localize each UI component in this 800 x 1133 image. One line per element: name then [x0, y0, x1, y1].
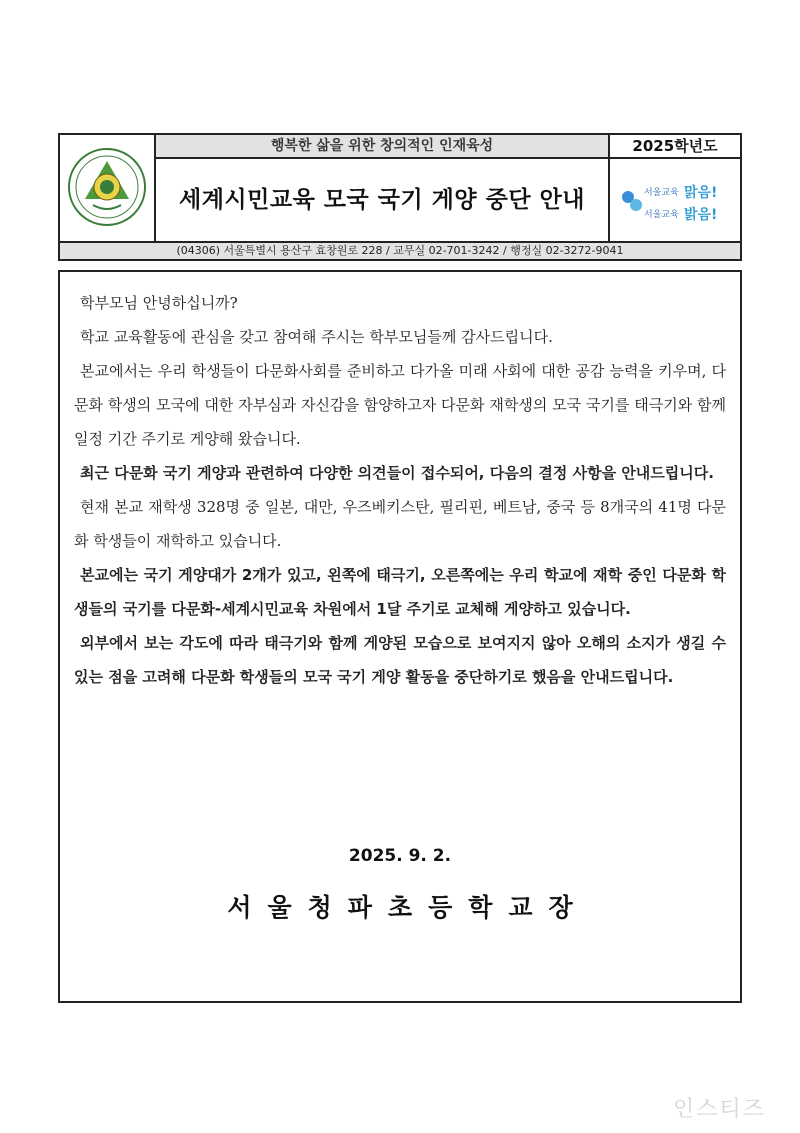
document-date: 2025. 9. 2.: [348, 846, 452, 866]
watermark: 인스티즈: [672, 1097, 766, 1122]
school-slogan: 행복한 삶을 위한 창의적인 인재육성: [156, 135, 608, 159]
logo-cell: [60, 135, 156, 241]
notice-paragraph: 최근 다문화 국기 게양과 관련하여 다양한 의견들이 접수되어, 다음의 결정 사항을 안내드립니다.: [80, 464, 714, 482]
letter-body: [58, 270, 742, 1003]
brand-text-4: 밝음!: [684, 207, 718, 223]
brand-text-1: 서울교육: [644, 188, 679, 198]
brand-cell: [608, 159, 740, 241]
letterhead: [58, 133, 742, 261]
letter-content: [74, 286, 726, 694]
brand-text-3: 서울교육: [644, 210, 679, 220]
principal-signature: 서울청파초등학교장: [227, 893, 589, 922]
background-paragraph: 본교에서는 우리 학생들이 다문화사회를 준비하고 다가올 미래 사회에 대한 공감 능력을 키우며, 다문화 학생의 모국에 대한 자부심과 자신감을 함양하고자 다문화 재학생의 모국 국기를 태극기와 함께 일정 기간 주기로 게양해 왔습니다.: [74, 362, 726, 448]
flagpole-paragraph: 본교에는 국기 게양대가 2개가 있고, 왼쪽에 태극기, 오른쪽에는 우리 학교에 재학 중인 다문화 학생들의 국기를 다문화-세계시민교육 차원에서 1달 주기로 교체해 게양하고 있습니다.: [74, 566, 726, 618]
decision-paragraph: 외부에서 보는 각도에 따라 태극기와 함께 게양된 모습으로 보여지지 않아 오해의 소지가 생길 수 있는 점을 고려해 다문화 학생들의 모국 국기 게양 활동을 중단하기로 했음을 안내드립니다.: [74, 634, 726, 686]
document-title: 세계시민교육 모국 국기 게양 중단 안내: [178, 187, 586, 213]
school-year: 2025학년도: [608, 135, 740, 159]
school-emblem-icon: [67, 147, 147, 227]
thanks-paragraph: 학교 교육활동에 관심을 갖고 참여해 주시는 학부모님들께 감사드립니다.: [80, 328, 553, 346]
brand-text-2: 맑음!: [684, 185, 718, 201]
school-address: (04306) 서울특별시 용산구 효창원로 228 / 교무실 02-701-3242 / 행정실 02-3272-9041: [60, 241, 740, 259]
seoul-education-logo-icon: [618, 173, 734, 229]
student-status-paragraph: 현재 본교 재학생 328명 중 일본, 대만, 우즈베키스탄, 필리핀, 베트남, 중국 등 8개국의 41명 다문화 학생들이 재학하고 있습니다.: [74, 498, 726, 550]
greeting-paragraph: 학부모님 안녕하십니까?: [80, 294, 238, 312]
